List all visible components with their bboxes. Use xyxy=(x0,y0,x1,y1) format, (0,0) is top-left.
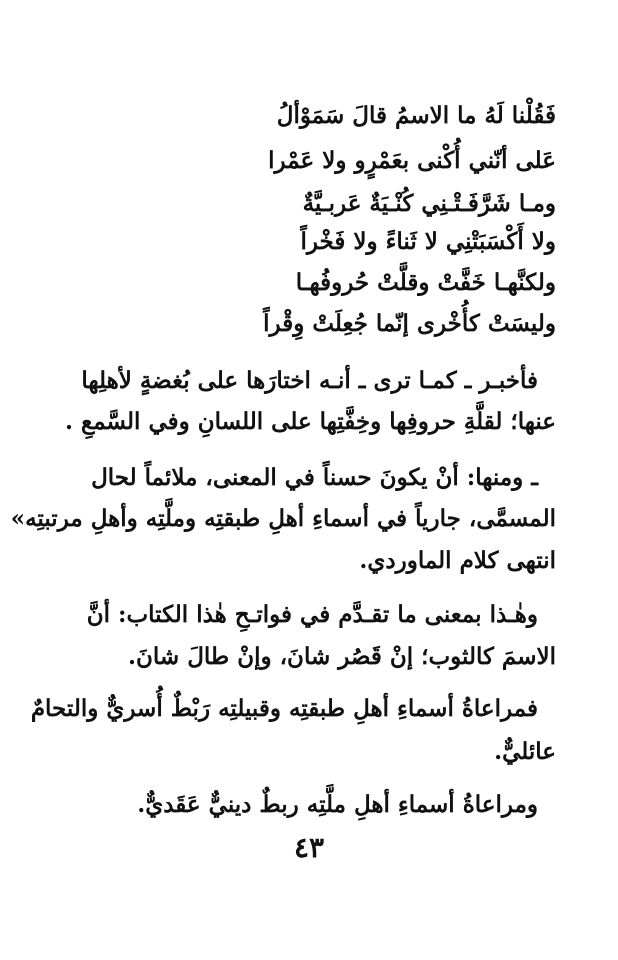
paragraph-line: فمراعاةُ أسماءِ أهلِ طبقتِه وقبيلتِه رَبْطٌ أُسريٌّ والتحامٌ xyxy=(30,695,538,722)
paragraph-line: وهٰـذا بمعنى ما تقـدَّم في فواتـحِ هٰذا الكتاب: أنَّ xyxy=(86,601,538,628)
paragraph-line: ـ ومنها: أنْ يكونَ حسناً في المعنى، ملائماً لحال xyxy=(91,464,538,491)
paragraph-line: المسمَّى، جارياً في أسماءِ أهلِ طبقتِه وملَّتِه وأهلِ مرتبتِه» xyxy=(10,505,556,532)
poem-verse: فَقُلْنا لَهُ ما الاسمُ قالَ سَمَوْألُ xyxy=(276,102,556,129)
poem-verse: ومـا شَرَّفَـتْـنِي كُنْـيَةٌ عَربـيَّةٌ xyxy=(302,190,556,217)
paragraph-line: الاسمَ كالثوب؛ إنْ قَصُر شانَ، وإنْ طالَ شانَ. xyxy=(128,643,556,670)
paragraph-line: عنها؛ لقلَّةِ حروفِها وخِفَّتِها على اللسانِ وفي السَّمعِ . xyxy=(64,408,556,435)
poem-verse: وليسَتْ كأُخْرى إنّما جُعِلَتْ وِقْراً xyxy=(263,310,556,337)
paragraph-line: فأخبـر ـ كمـا ترى ـ أنـه اختارَها على بُغضةٍ لأهلِها xyxy=(81,367,538,394)
paragraph-line: انتهى كلام الماوردي. xyxy=(359,547,556,574)
paragraph-line: ومراعاةُ أسماءِ أهلِ ملَّتِه ربطٌ دينيٌّ عَقَديٌّ. xyxy=(137,791,538,818)
poem-verse: ولكنَّهـا خَفَّتْ وقلَّتْ حُروفُهـا xyxy=(295,269,556,296)
paragraph-line: عائليٌّ. xyxy=(494,738,556,765)
poem-verse: عَلى أنّني أُكْنى بعَمْرٍو ولا عَمْرا xyxy=(268,147,556,174)
page-number: ٤٣ xyxy=(293,831,325,864)
poem-verse: ولا أَكْسَبَتْنِي لا ثَناءً ولا فَخْراً xyxy=(300,228,556,255)
